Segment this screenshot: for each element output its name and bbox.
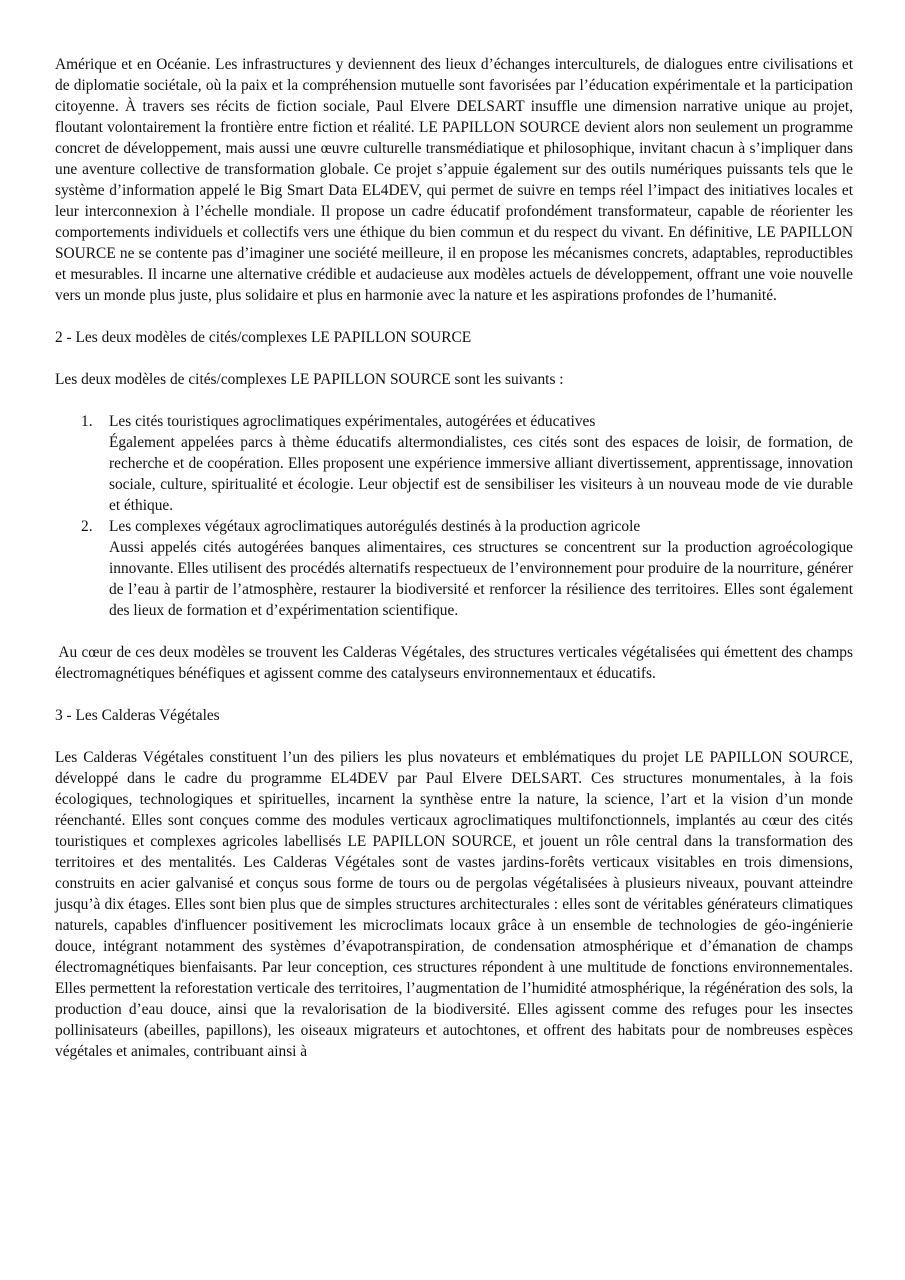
document-page — [55, 54, 853, 1083]
section-2-outro — [55, 642, 853, 684]
models-list — [55, 411, 853, 621]
list-item-number: 1. — [81, 413, 93, 430]
list-item-title: Les complexes végétaux agroclimatiques autorégulés destinés à la production agricole — [109, 518, 641, 535]
list-item-title: Les cités touristiques agroclimatiques expérimentales, autogérées et éducatives — [109, 413, 596, 430]
list-item-number: 2. — [81, 518, 93, 535]
section-3-body: Les Calderas Végétales constituent l’un des piliers les plus novateurs et emblématiques du projet LE PAPILLON SOURCE, développé dans le cadre du programme EL4DEV par Paul Elvere DELSART. Ces structures monumentales, à la fois écologiques, technologiques et spirituelles, incarnent la synthèse entre la nature, la science, l’art et la vision d’un monde réenchanté. Elles sont conçues comme des modules verticaux agroclimatiques multifonctionnels, implantés au cœur des cités touristiques et complexes agricoles labellisés LE PAPILLON SOURCE, et jouent un rôle central dans la transformation des territoires et des mentalités. Les Calderas Végétales sont de vastes jardins-forêts verticaux visitables en trois dimensions, construits en acier galvanisé et conçus sous forme de tours ou de pergolas végétalisées à plusieurs niveaux, pouvant atteindre jusqu’à dix étages. Elles sont bien plus que de simples structures architecturales : elles sont de véritables générateurs climatiques naturels, capables d'influencer positivement les microclimats locaux grâce à un ensemble de technologies de géo-ingénierie douce, intégrant notamment des systèmes d’évapotranspiration, de condensation atmosphérique et d’émanation de champs électromagnétiques bienfaisants. Par leur conception, ces structures répondent à une multitude de fonctions environnementales. Elles permettent la reforestation verticale des territoires, l’augmentation de l’humidité atmosphérique, la régénération des sols, la production d’eau douce, ainsi que la revalorisation de la biodiversité. Elles agissent comme des refuges pour les insectes pollinisateurs (abeilles, papillons), les oiseaux migrateurs et autochtones, et offrent des habitats pour de nombreuses espèces végétales et animales, contribuant ainsi à — [55, 749, 853, 1060]
list-item — [55, 516, 853, 621]
list-item-description: Également appelées parcs à thème éducatifs altermondialistes, ces cités sont des espaces de loisir, de formation, de recherche et de coopération. Elles proposent une expérience immersive alliant divertissement, apprentissage, innovation sociale, culture, spiritualité et écologie. Leur objectif est de sensibiliser les visiteurs à un nouveau mode de vie durable et éthique. — [109, 434, 853, 514]
list-item-description: Aussi appelés cités autogérées banques alimentaires, ces structures se concentrent sur la production agroécologique innovante. Elles utilisent des procédés alternatifs respectueux de l’environnement pour produire de la nourriture, générer de l’eau à partir de l’atmosphère, restaurer la biodiversité et renforcer la résilience des territoires. Elles sont également des lieux de formation et d’expérimentation scientifique. — [109, 539, 853, 619]
section-3-heading: 3 - Les Calderas Végétales — [55, 707, 220, 724]
list-item — [55, 411, 853, 516]
intro-paragraph: Amérique et en Océanie. Les infrastructures y deviennent des lieux d’échanges interculturels, de dialogues entre civilisations et de diplomatie sociétale, où la paix et la compréhension mutuelle sont favorisées par l’éducation expérimentale et la participation citoyenne. À travers ses récits de fiction sociale, Paul Elvere DELSART insuffle une dimension narrative unique au projet, floutant volontairement la frontière entre fiction et réalité. LE PAPILLON SOURCE devient alors non seulement un programme concret de développement, mais aussi une œuvre culturelle transmédiatique et philosophique, invitant chacun à s’impliquer dans une aventure collective de transformation globale. Ce projet s’appuie également sur des outils numériques puissants tels que le système d’information appelé le Big Smart Data EL4DEV, qui permet de suivre en temps réel l’impact des initiatives locales et leur interconnexion à l’échelle mondiale. Il propose un cadre éducatif profondément transformateur, capable de réorienter les comportements individuels et collectifs vers une éthique du bien commun et du respect du vivant. En définitive, LE PAPILLON SOURCE ne se contente pas d’imaginer une société meilleure, il en propose les mécanismes concrets, adaptables, reproductibles et mesurables. Il incarne une alternative crédible et audacieuse aux modèles actuels de développement, offrant une voie nouvelle vers un monde plus juste, plus solidaire et plus en harmonie avec la nature et les aspirations profondes de l’humanité. — [55, 56, 853, 304]
section-2-heading: 2 - Les deux modèles de cités/complexes LE PAPILLON SOURCE — [55, 329, 472, 346]
section-2-outro-text: Au cœur de ces deux modèles se trouvent les Calderas Végétales, des structures verticales végétalisées qui émettent des champs électromagnétiques bénéfiques et agissent comme des catalyseurs environnementaux et éducatifs. — [55, 644, 853, 682]
section-2-intro: Les deux modèles de cités/complexes LE PAPILLON SOURCE sont les suivants : — [55, 371, 564, 388]
